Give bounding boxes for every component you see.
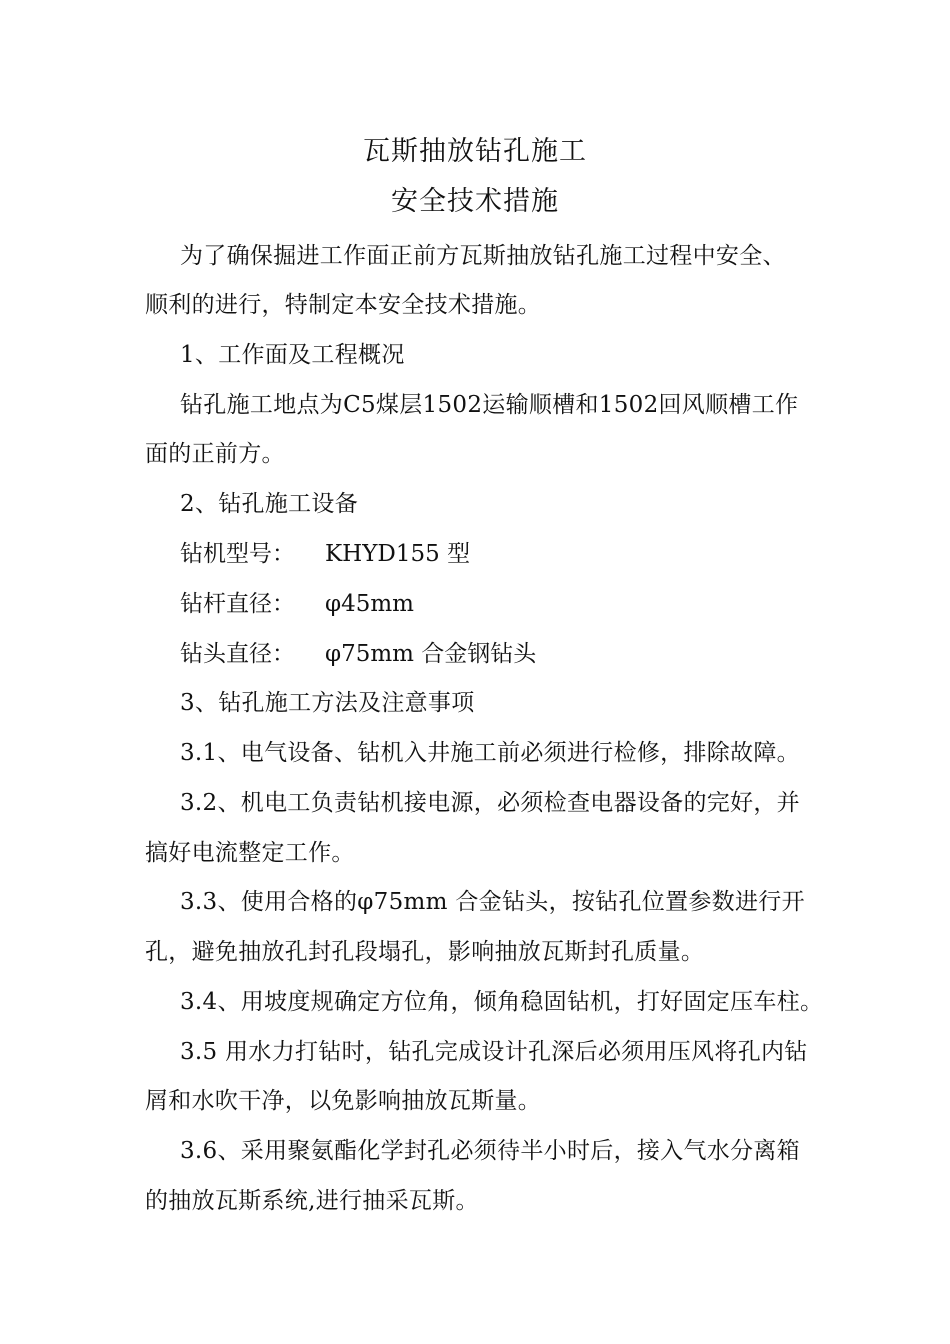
section1-heading: 1、工作面及工程概况 [180, 342, 405, 368]
equipment-label-bit-diameter: 钻头直径： [180, 641, 295, 667]
item-3-3-line2: 孔，避免抽放孔封孔段塌孔，影响抽放瓦斯封孔质量。 [145, 939, 705, 965]
item-3-4: 3.4、用坡度规确定方位角，倾角稳固钻机，打好固定压车柱。 [180, 989, 824, 1015]
item-3-5-line2: 屑和水吹干净，以免影响抽放瓦斯量。 [145, 1088, 542, 1114]
equipment-value-drill-model: KHYD155 型 [325, 541, 471, 567]
intro-paragraph-line2: 顺利的进行，特制定本安全技术措施。 [145, 292, 542, 318]
document-title-line1: 瓦斯抽放钻孔施工 [363, 136, 587, 167]
equipment-label-drill-model: 钻机型号： [180, 541, 295, 567]
item-3-1: 3.1、电气设备、钻机入井施工前必须进行检修，排除故障。 [180, 740, 800, 766]
item-3-2-line1: 3.2、机电工负责钻机接电源，必须检查电器设备的完好，并 [180, 790, 800, 816]
section1-paragraph-line1: 钻孔施工地点为C5煤层1502运输顺槽和1502回风顺槽工作 [180, 392, 799, 418]
item-3-2-line2: 搞好电流整定工作。 [145, 840, 355, 866]
item-3-6-line1: 3.6、采用聚氨酯化学封孔必须待半小时后，接入气水分离箱 [180, 1138, 800, 1164]
section1-paragraph-line2: 面的正前方。 [145, 441, 285, 467]
equipment-label-rod-diameter: 钻杆直径： [180, 591, 295, 617]
section3-heading: 3、钻孔施工方法及注意事项 [180, 690, 475, 716]
item-3-6-line2: 的抽放瓦斯系统,进行抽采瓦斯。 [145, 1188, 479, 1214]
item-3-3-line1: 3.3、使用合格的φ75mm 合金钻头，按钻孔位置参数进行开 [180, 889, 805, 915]
equipment-value-bit-diameter: φ75mm 合金钢钻头 [325, 641, 537, 667]
section2-heading: 2、钻孔施工设备 [180, 491, 359, 517]
intro-paragraph-line1: 为了确保掘进工作面正前方瓦斯抽放钻孔施工过程中安全、 [180, 243, 786, 269]
item-3-5-line1: 3.5 用水力打钻时，钻孔完成设计孔深后必须用压风将孔内钻 [180, 1039, 808, 1065]
equipment-value-rod-diameter: φ45mm [325, 591, 414, 617]
document-title-line2: 安全技术措施 [391, 186, 559, 217]
